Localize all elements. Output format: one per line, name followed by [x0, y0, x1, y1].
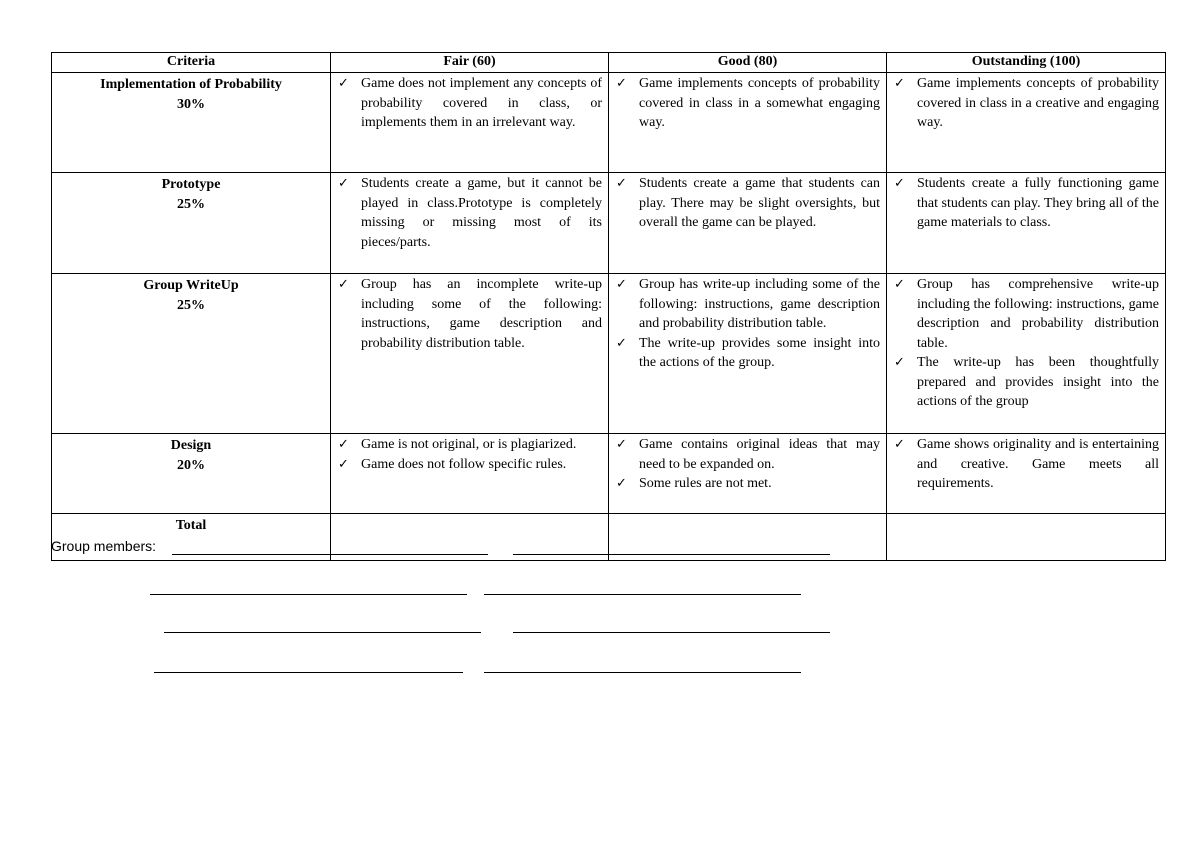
member-line[interactable] [164, 632, 481, 633]
header-fair: Fair (60) [331, 53, 609, 73]
list-item: ✓ The write-up has been thoughtfully prepared and provides insight into the actions of the group [894, 355, 1159, 409]
total-label: Total [52, 514, 331, 561]
criterion-weight: 25% [177, 196, 205, 212]
criterion-cell [52, 73, 331, 173]
list-item: ✓ Group has comprehensive write-up including the following: instructions, game description and probability distribution table. [894, 277, 1159, 351]
member-line[interactable] [484, 594, 801, 595]
fair-cell [331, 73, 609, 173]
fair-cell [331, 173, 609, 274]
list-item: ✓ Game does not implement any concepts of probability covered in class, or implements them in an irrelevant way. [338, 76, 602, 130]
outstanding-cell [887, 274, 1166, 434]
criterion-weight: 30% [177, 96, 205, 112]
member-line[interactable] [513, 632, 830, 633]
list-item: ✓ Game does not follow specific rules. [331, 455, 602, 475]
good-cell [609, 434, 887, 514]
criterion-title: Design [170, 438, 212, 453]
check-icon: ✓ [616, 437, 627, 452]
check-icon: ✓ [338, 76, 349, 91]
check-icon: ✓ [338, 176, 349, 191]
check-icon: ✓ [338, 456, 349, 472]
criterion-title: Prototype [161, 177, 221, 192]
check-icon: ✓ [338, 277, 349, 292]
check-icon: ✓ [894, 355, 905, 370]
list-item: ✓ Group has an incomplete write-up including some of the following: instructions, game description and probability distribution table. [338, 277, 602, 351]
list-item: ✓ Some rules are not met. [609, 474, 880, 494]
rubric-table [51, 52, 1166, 561]
list-item: ✓ Students create a fully functioning game that students can play. They bring all of the game materials to class. [894, 176, 1159, 230]
check-icon: ✓ [616, 76, 627, 91]
list-item: ✓ Students create a game, but it cannot be played in class.Prototype is completely missing or missing most of its pieces/parts. [338, 176, 602, 250]
header-good: Good (80) [609, 53, 887, 73]
list-item: ✓ The write-up provides some insight into the actions of the group. [616, 335, 880, 370]
check-icon: ✓ [616, 476, 627, 491]
list-item: ✓ Group has write-up including some of the following: instructions, game description and probability distribution table. [616, 277, 880, 331]
fair-cell [331, 434, 609, 514]
outstanding-cell [887, 73, 1166, 173]
header-row [52, 53, 1166, 73]
list-item: ✓ Game implements concepts of probability covered in class in a somewhat engaging way. [616, 76, 880, 130]
criterion-weight: 20% [177, 457, 205, 473]
good-cell [609, 73, 887, 173]
list-item: ✓ Students create a game that students can play. There may be slight oversights, but overall the game can be played. [616, 176, 880, 230]
criterion-cell [52, 274, 331, 434]
list-item: ✓ Game shows originality and is entertaining and creative. Game meets all requirements. [894, 437, 1159, 491]
check-icon: ✓ [616, 176, 627, 191]
check-icon: ✓ [894, 277, 905, 292]
good-cell [609, 274, 887, 434]
list-item: ✓ Game implements concepts of probability covered in class in a creative and engaging way. [894, 76, 1159, 130]
member-line[interactable] [484, 672, 801, 673]
outstanding-cell [887, 434, 1166, 514]
member-line[interactable] [513, 554, 830, 555]
fair-cell [331, 274, 609, 434]
check-icon: ✓ [616, 277, 627, 292]
check-icon: ✓ [894, 437, 905, 452]
total-outstanding-cell[interactable] [887, 514, 1166, 561]
criterion-cell [52, 173, 331, 274]
table-row [52, 173, 1166, 274]
list-item: ✓ Game is not original, or is plagiarized. [331, 435, 602, 455]
check-icon: ✓ [894, 76, 905, 91]
table-row [52, 434, 1166, 514]
outstanding-cell [887, 173, 1166, 274]
good-cell [609, 173, 887, 274]
check-icon: ✓ [616, 335, 627, 351]
criterion-title: Implementation of Probability [100, 77, 282, 92]
group-members-label: Group members: [51, 538, 157, 554]
check-icon: ✓ [338, 437, 349, 452]
member-line[interactable] [154, 672, 463, 673]
criterion-cell [52, 434, 331, 514]
table-row [52, 274, 1166, 434]
member-line[interactable] [150, 594, 467, 595]
header-criteria: Criteria [52, 53, 331, 73]
table-row [52, 73, 1166, 173]
member-line[interactable] [172, 554, 488, 555]
criterion-title: Group WriteUp [143, 278, 239, 293]
list-item: ✓ Game contains original ideas that may need to be expanded on. [616, 437, 880, 472]
criterion-weight: 25% [177, 297, 205, 313]
check-icon: ✓ [894, 176, 905, 191]
header-outstanding: Outstanding (100) [887, 53, 1166, 73]
